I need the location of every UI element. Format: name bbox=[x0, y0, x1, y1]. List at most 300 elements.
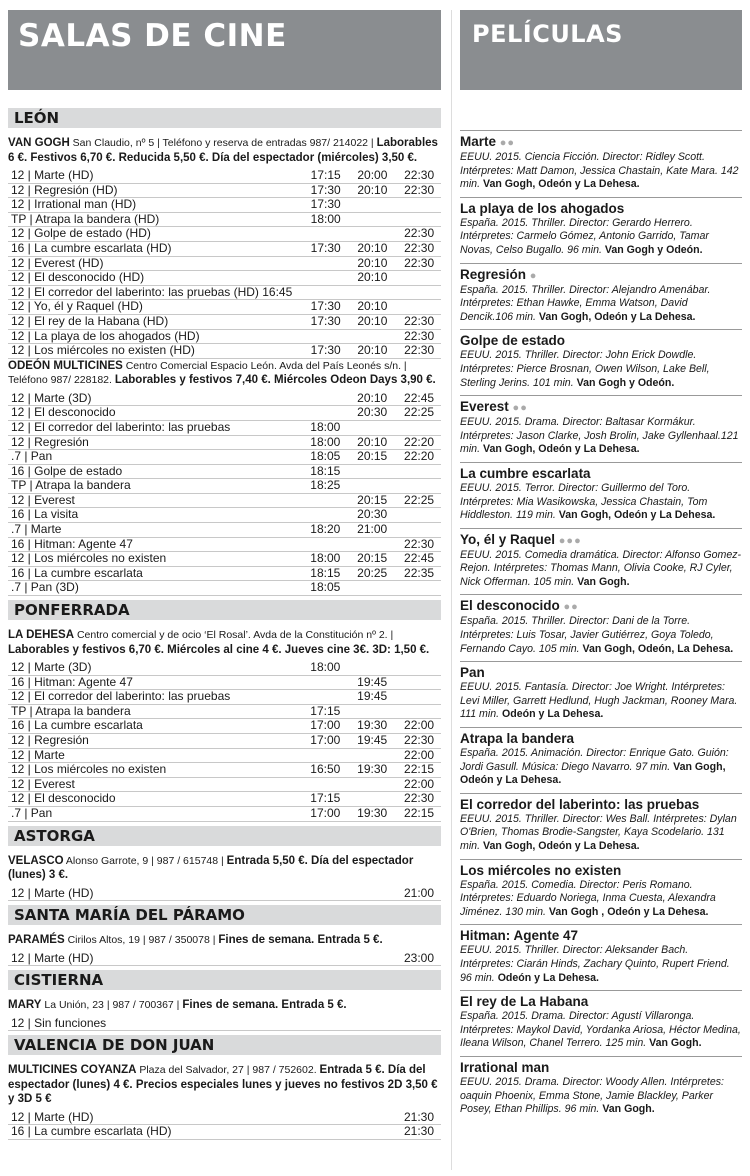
showtime: 23:00 bbox=[394, 952, 441, 966]
showtime: 22:00 bbox=[394, 777, 441, 792]
showtime bbox=[301, 271, 348, 286]
schedule-row bbox=[8, 392, 441, 406]
showtime: 20:10 bbox=[348, 256, 395, 271]
venue-prices: Entrada 5 €. Día del espectador (lunes) 4 €. Precios especiales lunes y jueves no festivos 2D 3,50 € y 3D 5 € bbox=[8, 1064, 438, 1106]
schedule-film: 12 | Sin funciones bbox=[8, 1017, 300, 1031]
film-cinemas: Van Gogh, Odeón y La Dehesa. bbox=[482, 840, 640, 852]
schedule-row bbox=[8, 406, 441, 421]
showtime: 22:30 bbox=[394, 227, 441, 242]
schedule-row bbox=[8, 537, 441, 552]
schedule-row bbox=[8, 777, 441, 792]
showtime bbox=[347, 887, 394, 901]
showtime bbox=[348, 227, 395, 242]
showtime bbox=[394, 271, 441, 286]
schedule-row bbox=[8, 806, 441, 821]
film-cinemas: Odeón y La Dehesa. bbox=[497, 971, 599, 984]
showtime: 18:05 bbox=[300, 581, 347, 596]
schedule-row bbox=[8, 523, 441, 538]
showtime bbox=[394, 464, 441, 479]
showtime: 22:15 bbox=[394, 763, 441, 778]
film-title: Regresión ● bbox=[460, 266, 538, 282]
showtime: 22:30 bbox=[394, 241, 441, 256]
showtime bbox=[300, 1111, 347, 1125]
venue-info bbox=[8, 854, 441, 883]
film-entry bbox=[460, 727, 742, 788]
showtime: 22:30 bbox=[394, 329, 441, 344]
schedule-film: 12 | Everest (HD) bbox=[8, 256, 301, 271]
showtime: 22:45 bbox=[394, 552, 441, 567]
showtime: 17:00 bbox=[300, 806, 347, 821]
region-header: SANTA MARÍA DEL PÁRAMO bbox=[8, 905, 441, 925]
showtime bbox=[347, 420, 394, 435]
showtime bbox=[300, 493, 347, 508]
schedule-row bbox=[8, 344, 441, 359]
film-entry bbox=[460, 528, 742, 590]
schedule-row bbox=[8, 734, 441, 749]
schedule-row bbox=[8, 493, 441, 508]
showtime bbox=[394, 300, 441, 315]
film-entry bbox=[460, 263, 742, 325]
schedule-film: 12 | Yo, él y Raquel (HD) bbox=[8, 300, 301, 315]
schedule-row bbox=[8, 1125, 441, 1140]
schedule-row bbox=[8, 952, 441, 966]
schedule-film: 12 | Marte (HD) bbox=[8, 169, 301, 183]
rating-dots: ●● bbox=[563, 601, 579, 614]
showtime: 22:30 bbox=[394, 344, 441, 359]
film-description: EEUU. 2015. Thriller. Director: Wes Ball. Intérpretes: Dylan O'Brien, Thomas Brodie-Sangster, Kaya Scodelario. 131 min. Van Gogh, Odeón y La Dehesa. bbox=[460, 812, 737, 852]
showtime: 20:25 bbox=[347, 566, 394, 581]
schedule-film: 12 | Marte (HD) bbox=[8, 887, 300, 901]
schedule-film: 12 | El corredor del laberinto: las pruebas (HD) 16:45 bbox=[8, 285, 301, 300]
showtime bbox=[394, 479, 441, 494]
film-entry bbox=[460, 859, 742, 920]
schedule-film: 12 | Marte (3D) bbox=[8, 392, 300, 406]
film-cinemas: Van Gogh, Odeón y La Dehesa. bbox=[460, 760, 726, 787]
venue-prices: Laborables 6 €. Festivos 6,70 €. Reducida 5,50 €. Día del espectador (miércoles) 3,50 €. bbox=[8, 137, 438, 164]
film-cinemas: Van Gogh, Odeón y La Dehesa. bbox=[558, 509, 716, 522]
film-title: Yo, él y Raquel ●●● bbox=[460, 531, 582, 547]
film-entry bbox=[460, 661, 742, 722]
venue-info bbox=[8, 359, 441, 388]
schedule-row bbox=[8, 420, 441, 435]
schedule-film: 16 | La cumbre escarlata bbox=[8, 566, 300, 581]
showtime: 22:30 bbox=[394, 169, 441, 183]
schedule-film: .7 | Pan bbox=[8, 450, 300, 465]
schedule-film: 12 | Regresión bbox=[8, 734, 300, 749]
showtime: 20:10 bbox=[348, 183, 395, 198]
schedule-film: .7 | Pan bbox=[8, 806, 300, 821]
showtime bbox=[347, 479, 394, 494]
showtime: 22:00 bbox=[394, 748, 441, 763]
film-entry bbox=[460, 990, 742, 1051]
venue-name: MULTICINES COYANZA bbox=[8, 1064, 137, 1077]
venue-address: La Unión, 23 | 987 / 700367 | bbox=[41, 999, 183, 1012]
showtime: 22:30 bbox=[394, 792, 441, 807]
showtime: 17:30 bbox=[301, 344, 348, 359]
film-cinemas: Van Gogh, Odeón y La Dehesa. bbox=[538, 310, 696, 323]
showtime: 18:15 bbox=[300, 464, 347, 479]
showtime bbox=[394, 523, 441, 538]
showtime bbox=[347, 777, 394, 792]
showtime: 20:15 bbox=[347, 552, 394, 567]
venue-address: Alonso Garrote, 9 | 987 / 615748 | bbox=[63, 854, 227, 867]
showtime bbox=[301, 227, 348, 242]
showtime bbox=[347, 1125, 394, 1140]
venue-info bbox=[8, 998, 441, 1013]
film-title: Everest ●● bbox=[460, 399, 528, 415]
showtime bbox=[300, 748, 347, 763]
showtime: 19:45 bbox=[347, 734, 394, 749]
schedule-film: 12 | Marte bbox=[8, 748, 300, 763]
showtime bbox=[300, 1017, 347, 1031]
venue-prices: Laborables y festivos 6,70 €. Miércoles al cine 4 €. Jueves cine 3€. 3D: 1,50 €. bbox=[8, 643, 430, 656]
showtime bbox=[348, 329, 395, 344]
venue-name: VELASCO bbox=[8, 854, 64, 867]
schedule-row bbox=[8, 690, 441, 705]
schedule-film: 12 | Regresión bbox=[8, 435, 300, 450]
region-header: ASTORGA bbox=[8, 826, 441, 846]
showtime: 22:30 bbox=[394, 314, 441, 329]
rating-dots: ● bbox=[529, 269, 538, 282]
film-cinemas: Odeón y La Dehesa. bbox=[502, 708, 604, 721]
films-column bbox=[460, 130, 742, 1122]
showtime: 21:00 bbox=[394, 887, 441, 901]
schedule-row bbox=[8, 887, 441, 901]
film-description: España. 2015. Thriller. Director: Dani de la Torre. Intérpretes: Luis Tosar, Javier Gutiérrez, Goya Toledo, Fernando Cayo. 105 min. Van Gogh, Odeón, La Dehesa. bbox=[460, 615, 734, 655]
schedule-row bbox=[8, 675, 441, 690]
schedule-row bbox=[8, 552, 441, 567]
showtime bbox=[347, 704, 394, 719]
showtime: 22:15 bbox=[394, 806, 441, 821]
venue-info bbox=[8, 628, 441, 657]
showtime: 22:00 bbox=[394, 719, 441, 734]
showtime: 21:30 bbox=[394, 1111, 441, 1125]
showtime: 22:45 bbox=[394, 392, 441, 406]
showtime: 22:30 bbox=[394, 256, 441, 271]
region-header: VALENCIA DE DON JUAN bbox=[8, 1035, 441, 1055]
schedule-row bbox=[8, 314, 441, 329]
schedule-film: 16 | La cumbre escarlata bbox=[8, 719, 300, 734]
schedule-row bbox=[8, 792, 441, 807]
film-title: Irrational man bbox=[460, 1059, 550, 1075]
showtime bbox=[347, 1111, 394, 1125]
schedule-film: 16 | La visita bbox=[8, 508, 300, 523]
showtime bbox=[394, 1017, 441, 1031]
showtime: 17:15 bbox=[301, 169, 348, 183]
schedule-film: 12 | Los miércoles no existen bbox=[8, 552, 300, 567]
showtime bbox=[347, 537, 394, 552]
showtime: 18:05 bbox=[300, 450, 347, 465]
film-title: Golpe de estado bbox=[460, 333, 566, 349]
schedule-table bbox=[8, 952, 441, 967]
showtime: 18:00 bbox=[300, 552, 347, 567]
venue-address: Cirilos Altos, 19 | 987 / 350078 | bbox=[64, 934, 219, 947]
showtime: 17:15 bbox=[300, 792, 347, 807]
schedule-film: TP | Atrapa la bandera bbox=[8, 479, 300, 494]
film-description: EEUU. 2015. Drama. Director: Woody Allen. Intérpretes: oaquin Phoenix, Emma Stone, Jamie Blackley, Parker Posey, Ethan Phillips. 96 min. Van Gogh. bbox=[460, 1075, 724, 1116]
schedule-film: 16 | Golpe de estado bbox=[8, 464, 300, 479]
schedule-film: .7 | Marte bbox=[8, 523, 300, 538]
showtime: 20:15 bbox=[347, 493, 394, 508]
schedule-film: 12 | El rey de la Habana (HD) bbox=[8, 314, 301, 329]
showtime bbox=[348, 198, 395, 213]
film-title: Los miércoles no existen bbox=[460, 862, 622, 878]
showtime: 22:20 bbox=[394, 435, 441, 450]
schedule-film: 12 | Irrational man (HD) bbox=[8, 198, 301, 213]
schedule-row bbox=[8, 763, 441, 778]
film-cinemas: Van Gogh. bbox=[649, 1037, 702, 1050]
venue-prices: Fines de semana. Entrada 5 €. bbox=[182, 999, 347, 1012]
film-description: EEUU. 2015. Fantasía. Director: Joe Wright. Intérpretes: Levi Miller, Garrett Hedlund, Hugh Jackman, Rooney Mara. 111 min. Odeón y La Dehesa. bbox=[460, 681, 738, 721]
schedule-row bbox=[8, 212, 441, 227]
showtime: 17:30 bbox=[301, 198, 348, 213]
film-entry bbox=[460, 197, 742, 258]
showtime: 20:30 bbox=[347, 406, 394, 421]
region-header: PONFERRADA bbox=[8, 600, 441, 620]
showtime bbox=[347, 792, 394, 807]
showtime: 22:25 bbox=[394, 406, 441, 421]
showtime: 18:00 bbox=[300, 420, 347, 435]
showtime bbox=[347, 464, 394, 479]
schedule-table bbox=[8, 887, 441, 902]
schedule-row bbox=[8, 704, 441, 719]
cinemas-column bbox=[8, 108, 441, 1140]
schedule-film: 12 | El desconocido bbox=[8, 406, 300, 421]
schedule-table bbox=[8, 392, 441, 596]
showtime: 16:50 bbox=[300, 763, 347, 778]
showtime: 20:10 bbox=[348, 344, 395, 359]
schedule-row bbox=[8, 198, 441, 213]
schedule-row bbox=[8, 300, 441, 315]
film-title: Pan bbox=[460, 665, 485, 681]
schedule-film: 12 | El corredor del laberinto: las pruebas bbox=[8, 420, 300, 435]
showtime: 20:10 bbox=[348, 314, 395, 329]
showtime: 21:30 bbox=[394, 1125, 441, 1140]
venue-name: LA DEHESA bbox=[8, 629, 75, 642]
schedule-row bbox=[8, 285, 441, 300]
schedule-film: 12 | Marte (3D) bbox=[8, 661, 300, 675]
showtime: 17:30 bbox=[301, 241, 348, 256]
showtime: 21:00 bbox=[347, 523, 394, 538]
schedule-film: 12 | Everest bbox=[8, 777, 300, 792]
schedule-film: 12 | Marte (HD) bbox=[8, 1111, 300, 1125]
showtime bbox=[394, 704, 441, 719]
showtime bbox=[394, 420, 441, 435]
schedule-film: 16 | Hitman: Agente 47 bbox=[8, 675, 300, 690]
schedule-film: 12 | Marte (HD) bbox=[8, 952, 300, 966]
showtime bbox=[347, 1017, 394, 1031]
showtime bbox=[300, 675, 347, 690]
schedule-film: 12 | Regresión (HD) bbox=[8, 183, 301, 198]
showtime bbox=[300, 777, 347, 792]
venue-address: Centro Comercial Espacio León. Avda del País Leonés s/n. | Teléfono 987/ 228182. bbox=[8, 359, 407, 387]
schedule-row bbox=[8, 271, 441, 286]
showtime: 22:30 bbox=[394, 183, 441, 198]
schedule-film: 12 | El desconocido bbox=[8, 792, 300, 807]
rating-dots: ●●● bbox=[558, 534, 582, 547]
showtime bbox=[300, 392, 347, 406]
film-cinemas: Van Gogh, Odeón, La Dehesa. bbox=[582, 642, 734, 655]
venue-address: Plaza del Salvador, 27 | 987 / 752602. bbox=[136, 1064, 320, 1077]
schedule-row bbox=[8, 508, 441, 523]
schedule-row bbox=[8, 450, 441, 465]
film-cinemas: Van Gogh y Odeón. bbox=[604, 243, 703, 256]
showtime: 19:30 bbox=[347, 763, 394, 778]
showtime: 19:45 bbox=[347, 690, 394, 705]
film-title: Atrapa la bandera bbox=[460, 731, 575, 747]
film-description: España. 2015. Comedia. Director: Peris Romano. Intérpretes: Eduardo Noriega, Inma Cuesta, Alexandra Jiménez. 130 min. Van Gogh , Odeón y La Dehesa. bbox=[460, 878, 716, 918]
film-entry bbox=[460, 793, 742, 854]
film-description: EEUU. 2015. Comedia dramática. Director: Alfonso Gomez-Rejon. Intérpretes: Thomas Mann, Olivia Cooke, RJ Cyler, Nick Offerman. 105 min. Van Gogh. bbox=[460, 548, 742, 588]
showtime bbox=[394, 198, 441, 213]
showtime bbox=[394, 285, 441, 300]
showtime bbox=[301, 256, 348, 271]
film-title: El corredor del laberinto: las pruebas bbox=[460, 796, 700, 812]
showtime: 18:00 bbox=[300, 661, 347, 675]
film-entry bbox=[460, 1056, 742, 1117]
showtime: 18:25 bbox=[300, 479, 347, 494]
schedule-row bbox=[8, 1111, 441, 1125]
schedule-row bbox=[8, 719, 441, 734]
film-description: España. 2015. Animación. Director: Enrique Gato. Guión: Jordi Gasull. Música: Diego Navarro. 97 min. Van Gogh, Odeón y La Dehesa. bbox=[460, 747, 729, 787]
film-cinemas: Van Gogh, Odeón y La Dehesa. bbox=[482, 178, 640, 191]
venue-name: MARY bbox=[8, 999, 42, 1012]
showtime: 18:20 bbox=[300, 523, 347, 538]
venue-name: PARAMÉS bbox=[8, 934, 65, 947]
showtime: 20:00 bbox=[348, 169, 395, 183]
film-cinemas: Van Gogh y Odeón. bbox=[576, 376, 675, 389]
film-description: EEUU. 2015. Thriller. Director: John Erick Dowdle. Intérpretes: Pierce Brosnan, Owen Wilson, Lake Bell, Sterling Jerins. 101 min. Van Gogh y Odeón. bbox=[460, 349, 710, 389]
showtime: 19:30 bbox=[347, 806, 394, 821]
showtime bbox=[394, 508, 441, 523]
schedule-film: 12 | Los miércoles no existen bbox=[8, 763, 300, 778]
showtime: 20:15 bbox=[347, 450, 394, 465]
schedule-row bbox=[8, 748, 441, 763]
venue-prices: Laborables y festivos 7,40 €. Miércoles Odeon Days 3,90 €. bbox=[114, 374, 436, 387]
rating-dots: ●● bbox=[499, 137, 516, 149]
film-title: El desconocido ●● bbox=[460, 598, 579, 614]
film-title: Hitman: Agente 47 bbox=[460, 928, 579, 944]
showtime bbox=[301, 329, 348, 344]
column-divider bbox=[451, 10, 452, 1170]
venue-info bbox=[8, 1063, 441, 1107]
film-description: España. 2015. Drama. Director: Agustí Villaronga. Intérpretes: Maykol David, Yordanka Ariosa, Héctor Medina, Ileana Wilson, Chanel Terrero. 125 min. Van Gogh. bbox=[460, 1010, 741, 1050]
showtime: 20:10 bbox=[347, 392, 394, 406]
film-entry bbox=[460, 924, 742, 985]
film-description: EEUU. 2015. Thriller. Director: Aleksander Bach. Intérpretes: Ciarán Hinds, Zachary Quinto, Rupert Friend. 96 min. Odeón y La Dehesa. bbox=[460, 944, 730, 984]
showtime bbox=[394, 212, 441, 227]
showtime bbox=[348, 212, 395, 227]
venue-name: VAN GOGH bbox=[8, 137, 70, 149]
film-description: España. 2015. Thriller. Director: Gerardo Herrero. Intérpretes: Carmelo Gómez, Antonio Garrido, Tamar Novas, Celso Bugallo. 96 min. Van Gogh y Odeón. bbox=[460, 216, 709, 256]
showtime bbox=[347, 581, 394, 596]
venue-address: San Claudio, nº 5 | Teléfono y reserva de entradas 987/ 214022 | bbox=[69, 137, 377, 149]
schedule-film: 12 | La playa de los ahogados (HD) bbox=[8, 329, 301, 344]
showtime: 18:00 bbox=[301, 212, 348, 227]
schedule-row bbox=[8, 479, 441, 494]
showtime: 18:00 bbox=[300, 435, 347, 450]
showtime bbox=[348, 285, 395, 300]
film-description: EEUU. 2015. Drama. Director: Baltasar Kormákur. Intérpretes: Jason Clarke, Josh Brolin, Jake Gyllenhaal.121 min. Van Gogh, Odeón y La Dehesa. bbox=[460, 416, 739, 456]
showtime: 20:10 bbox=[348, 271, 395, 286]
showtime bbox=[300, 952, 347, 966]
film-title: La playa de los ahogados bbox=[460, 200, 625, 216]
film-cinemas: Van Gogh. bbox=[602, 1103, 655, 1116]
showtime: 17:30 bbox=[301, 183, 348, 198]
schedule-film: TP | Atrapa la bandera bbox=[8, 704, 300, 719]
venue-prices: Entrada 5,50 €. Día del espectador (lunes) 3 €. bbox=[8, 854, 414, 882]
film-title: Marte ●● bbox=[460, 134, 516, 149]
showtime: 20:10 bbox=[347, 435, 394, 450]
schedule-film: TP | Atrapa la bandera (HD) bbox=[8, 212, 301, 227]
showtime: 20:30 bbox=[347, 508, 394, 523]
showtime bbox=[300, 887, 347, 901]
schedule-film: 12 | El desconocido (HD) bbox=[8, 271, 301, 286]
schedule-table bbox=[8, 1111, 441, 1140]
schedule-row bbox=[8, 183, 441, 198]
showtime bbox=[300, 690, 347, 705]
schedule-film: 12 | Golpe de estado (HD) bbox=[8, 227, 301, 242]
film-title: El rey de La Habana bbox=[460, 994, 589, 1010]
showtime: 22:20 bbox=[394, 450, 441, 465]
film-cinemas: Van Gogh. bbox=[577, 575, 630, 588]
schedule-film: 16 | Hitman: Agente 47 bbox=[8, 537, 300, 552]
venue-info bbox=[8, 136, 441, 165]
schedule-row bbox=[8, 227, 441, 242]
showtime: 17:30 bbox=[301, 314, 348, 329]
schedule-table bbox=[8, 661, 441, 822]
venue-name: ODEÓN MULTICINES bbox=[8, 359, 123, 372]
schedule-film: 16 | La cumbre escarlata (HD) bbox=[8, 241, 301, 256]
showtime bbox=[394, 661, 441, 675]
showtime: 18:15 bbox=[300, 566, 347, 581]
schedule-row bbox=[8, 566, 441, 581]
showtime: 22:25 bbox=[394, 493, 441, 508]
film-description: EEUU. 2015. Ciencia Ficción. Director: Ridley Scott. Intérpretes: Matt Damon, Jessica Chastain, Kate Mara. 142 min. Van Gogh, Odeón y La Dehesa. bbox=[460, 151, 739, 191]
showtime: 17:15 bbox=[300, 704, 347, 719]
showtime: 17:30 bbox=[301, 300, 348, 315]
film-description: EEUU. 2015. Terror. Director: Guillermo del Toro. Intérpretes: Mia Wasikowska, Jessica Chastain, Tom Hiddleston. 119 min. Van Gogh, Odeón y La Dehesa. bbox=[460, 481, 716, 522]
film-title: La cumbre escarlata bbox=[460, 465, 591, 481]
showtime: 20:10 bbox=[348, 241, 395, 256]
venue-prices: Fines de semana. Entrada 5 €. bbox=[218, 934, 383, 947]
venue-address: Centro comercial y de ocio ‘El Rosal’. Avda de la Constitución nº 2. | bbox=[74, 629, 394, 642]
showtime: 22:30 bbox=[394, 537, 441, 552]
schedule-table bbox=[8, 169, 441, 359]
venue-info bbox=[8, 933, 441, 948]
showtime bbox=[300, 508, 347, 523]
film-entry bbox=[460, 130, 742, 192]
region-header: LEÓN bbox=[8, 108, 441, 128]
film-cinemas: Van Gogh, Odeón y La Dehesa. bbox=[482, 443, 640, 456]
showtime: 17:00 bbox=[300, 719, 347, 734]
showtime: 19:30 bbox=[347, 719, 394, 734]
film-entry bbox=[460, 462, 742, 523]
showtime: 17:00 bbox=[300, 734, 347, 749]
region-header: CISTIERNA bbox=[8, 970, 441, 990]
schedule-row bbox=[8, 256, 441, 271]
showtime: 20:10 bbox=[348, 300, 395, 315]
schedule-film: 12 | Los miércoles no existen (HD) bbox=[8, 344, 301, 359]
film-description: España. 2015. Thriller. Director: Alejandro Amenábar. Intérpretes: Ethan Hawke, Emma Watson, David Dencik.106 min. Van Gogh, Odeón y La Dehesa. bbox=[460, 283, 711, 323]
schedule-row bbox=[8, 329, 441, 344]
schedule-row bbox=[8, 581, 441, 596]
showtime bbox=[394, 675, 441, 690]
film-entry bbox=[460, 395, 742, 457]
schedule-row bbox=[8, 435, 441, 450]
showtime bbox=[394, 690, 441, 705]
showtime bbox=[347, 661, 394, 675]
